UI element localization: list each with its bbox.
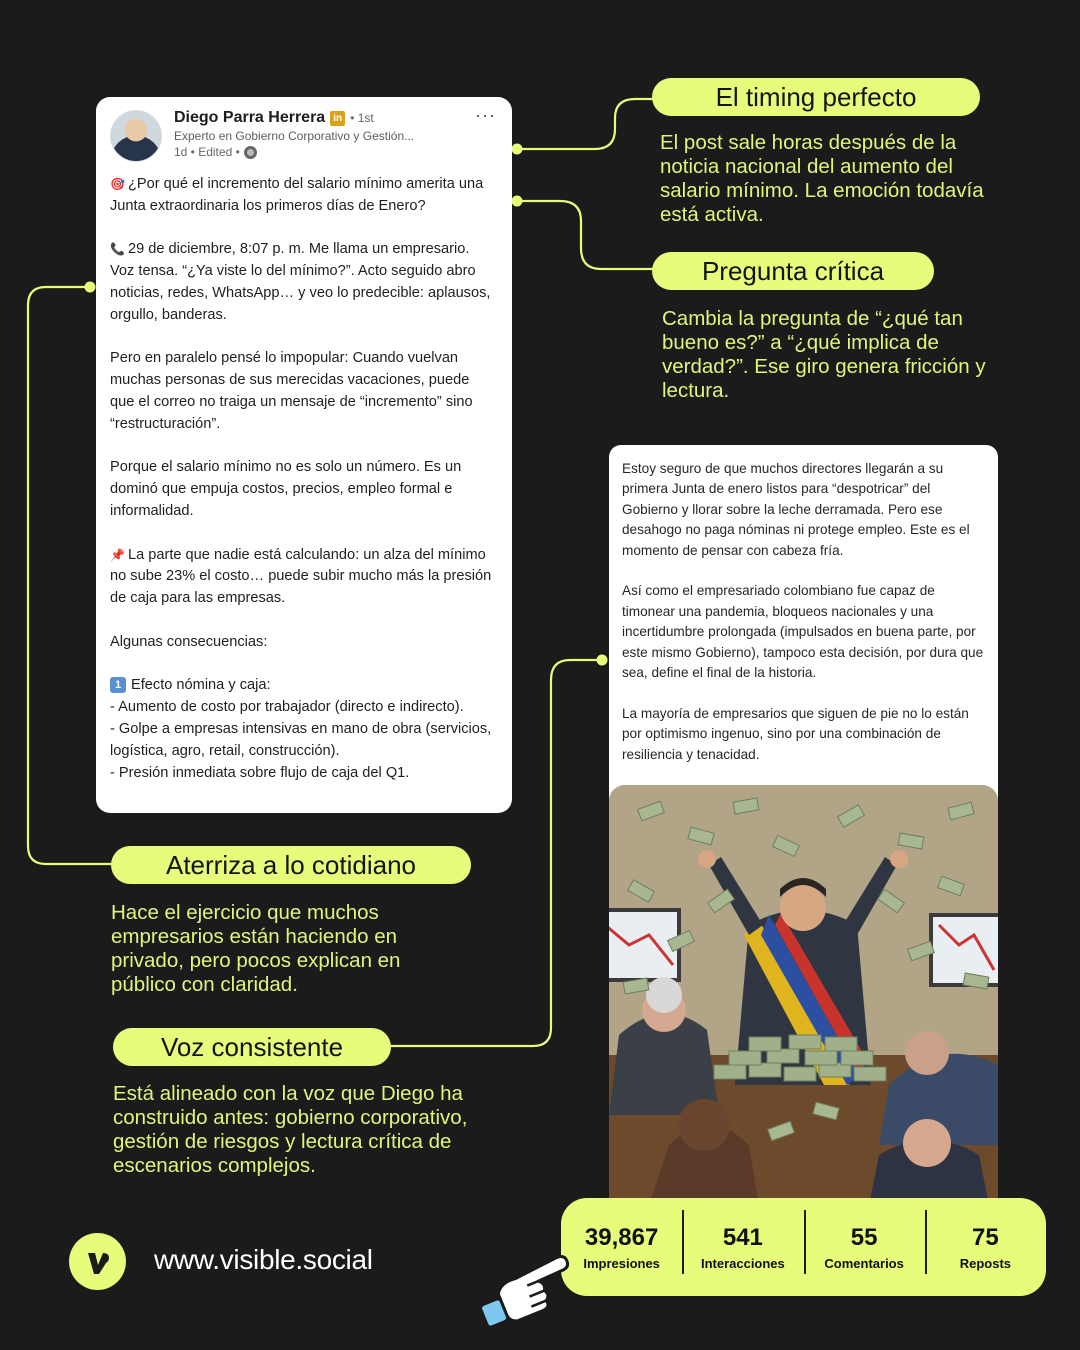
label-critical-desc: Cambia la pregunta de “¿qué tan bueno es?” a “¿qué implica de verdad?”. Ese giro genera fricción y lectura.: [662, 307, 986, 402]
target-icon: 🎯: [110, 177, 125, 191]
list-item: - Golpe a empresas intensivas en mano de obra (servicios, logística, agro, retail, construcción).: [110, 720, 492, 759]
post-paragraph: Pero en paralelo pensé lo impopular: Cuando vuelvan muchas personas de sus merecidas vacaciones, puede que el correo no traiga un mensaje de “incremento” sino “restructuración”.: [110, 350, 473, 432]
post-continuation-card: [609, 445, 998, 1205]
stat-label: Comentarios: [824, 1255, 904, 1271]
phone-icon: 📞: [110, 242, 125, 257]
post-continuation-body: [609, 445, 998, 765]
post-illustration: [609, 785, 998, 1205]
illustration-image: [609, 785, 998, 1205]
post-body: [110, 174, 496, 784]
stat-interactions: [682, 1224, 803, 1271]
pin-icon: 📌: [110, 547, 125, 562]
post-paragraph: ¿Por qué el incremento del salario mínimo amerita una Junta extraordinaria los primeros días de Enero?: [110, 176, 484, 214]
stat-value: 75: [972, 1223, 999, 1251]
list-item: - Presión inmediata sobre flujo de caja del Q1.: [110, 764, 410, 781]
post-paragraph: Estoy seguro de que muchos directores llegarán a su primera Junta de enero listos para “despotricar” del Gobierno y llorar sobre la leche derramada. Pero ese desahogo no paga nóminas ni protege empleo. Este es el momento de pensar con cabeza fría.: [622, 461, 970, 558]
pointing-hand-icon: [468, 1238, 578, 1328]
label-voice-title: Voz consistente: [113, 1028, 391, 1066]
stat-value: 39,867: [584, 1223, 659, 1251]
label-everyday-desc: Hace el ejercicio que muchos empresarios están haciendo en privado, pero pocos explican en público con claridad.: [111, 901, 401, 996]
author-headline: Experto en Gobierno Corporativo y Gestión...: [174, 129, 415, 143]
stat-label: Interacciones: [700, 1255, 785, 1271]
stat-impressions: [561, 1224, 682, 1271]
stats-bar: [561, 1198, 1046, 1296]
linkedin-badge-icon: in: [330, 111, 345, 126]
author-avatar[interactable]: [110, 110, 162, 162]
post-meta: 1d • Edited •: [174, 145, 240, 159]
label-voice-desc: Está alineado con la voz que Diego ha construido antes: gobierno corporativo, gestión de riesgos y lectura crítica de escenarios complejos.: [113, 1082, 468, 1177]
stat-label: Impresiones: [583, 1255, 660, 1271]
post-paragraph: La mayoría de empresarios que siguen de pie no lo están por optimismo ingenuo, sino por una combinación de resiliencia y tenacidad.: [622, 705, 969, 762]
post-paragraph: Así como el empresariado colombiano fue capaz de timonear una pandemia, bloqueos nacionales y una incertidumbre prolongada (impulsados en buena parte, por este mismo Gobierno), tampoco esta decisión, por dura que sea, define el final de la historia.: [622, 583, 984, 681]
site-url[interactable]: www.visible.social: [154, 1244, 373, 1275]
visible-logo-icon[interactable]: [69, 1233, 126, 1290]
post-header: [110, 105, 496, 162]
label-critical-title: Pregunta crítica: [652, 252, 934, 290]
author-name[interactable]: Diego Parra Herrera: [174, 109, 326, 126]
list-item: - Aumento de costo por trabajador (directo e indirecto).: [110, 699, 464, 716]
post-paragraph: La parte que nadie está calculando: un alza del mínimo no sube 23% el costo… puede subir mucho más la presión de caja para las empresas.: [110, 546, 492, 607]
list-title: Efecto nómina y caja:: [131, 677, 271, 694]
label-timing-title: El timing perfecto: [652, 78, 980, 116]
stat-label: Reposts: [959, 1255, 1012, 1271]
more-icon[interactable]: ···: [475, 105, 496, 125]
stat-reposts: [925, 1224, 1046, 1271]
stat-value: 55: [850, 1223, 878, 1251]
number-one-icon: 1: [110, 677, 126, 693]
post-paragraph: 29 de diciembre, 8:07 p. m. Me llama un empresario. Voz tensa. “¿Ya viste lo del mínimo?”. Acto seguido abro noticias, redes, WhatsApp… y veo lo predecible: aplausos, orgullo, banderas.: [110, 241, 491, 323]
label-everyday-title: Aterriza a lo cotidiano: [111, 846, 471, 884]
linkedin-post-card: [96, 97, 512, 813]
post-paragraph: Porque el salario mínimo no es solo un número. Es un dominó que empuja costos, precios, empleo formal e informalidad.: [110, 459, 462, 519]
post-paragraph: Algunas consecuencias:: [110, 633, 268, 650]
label-timing-desc: El post sale horas después de la noticia nacional del aumento del salario mínimo. La emoción todavía está activa.: [660, 131, 984, 226]
stat-value: 541: [722, 1223, 763, 1251]
connection-degree: • 1st: [350, 111, 374, 125]
globe-icon: [244, 146, 257, 159]
stat-comments: [804, 1224, 925, 1271]
